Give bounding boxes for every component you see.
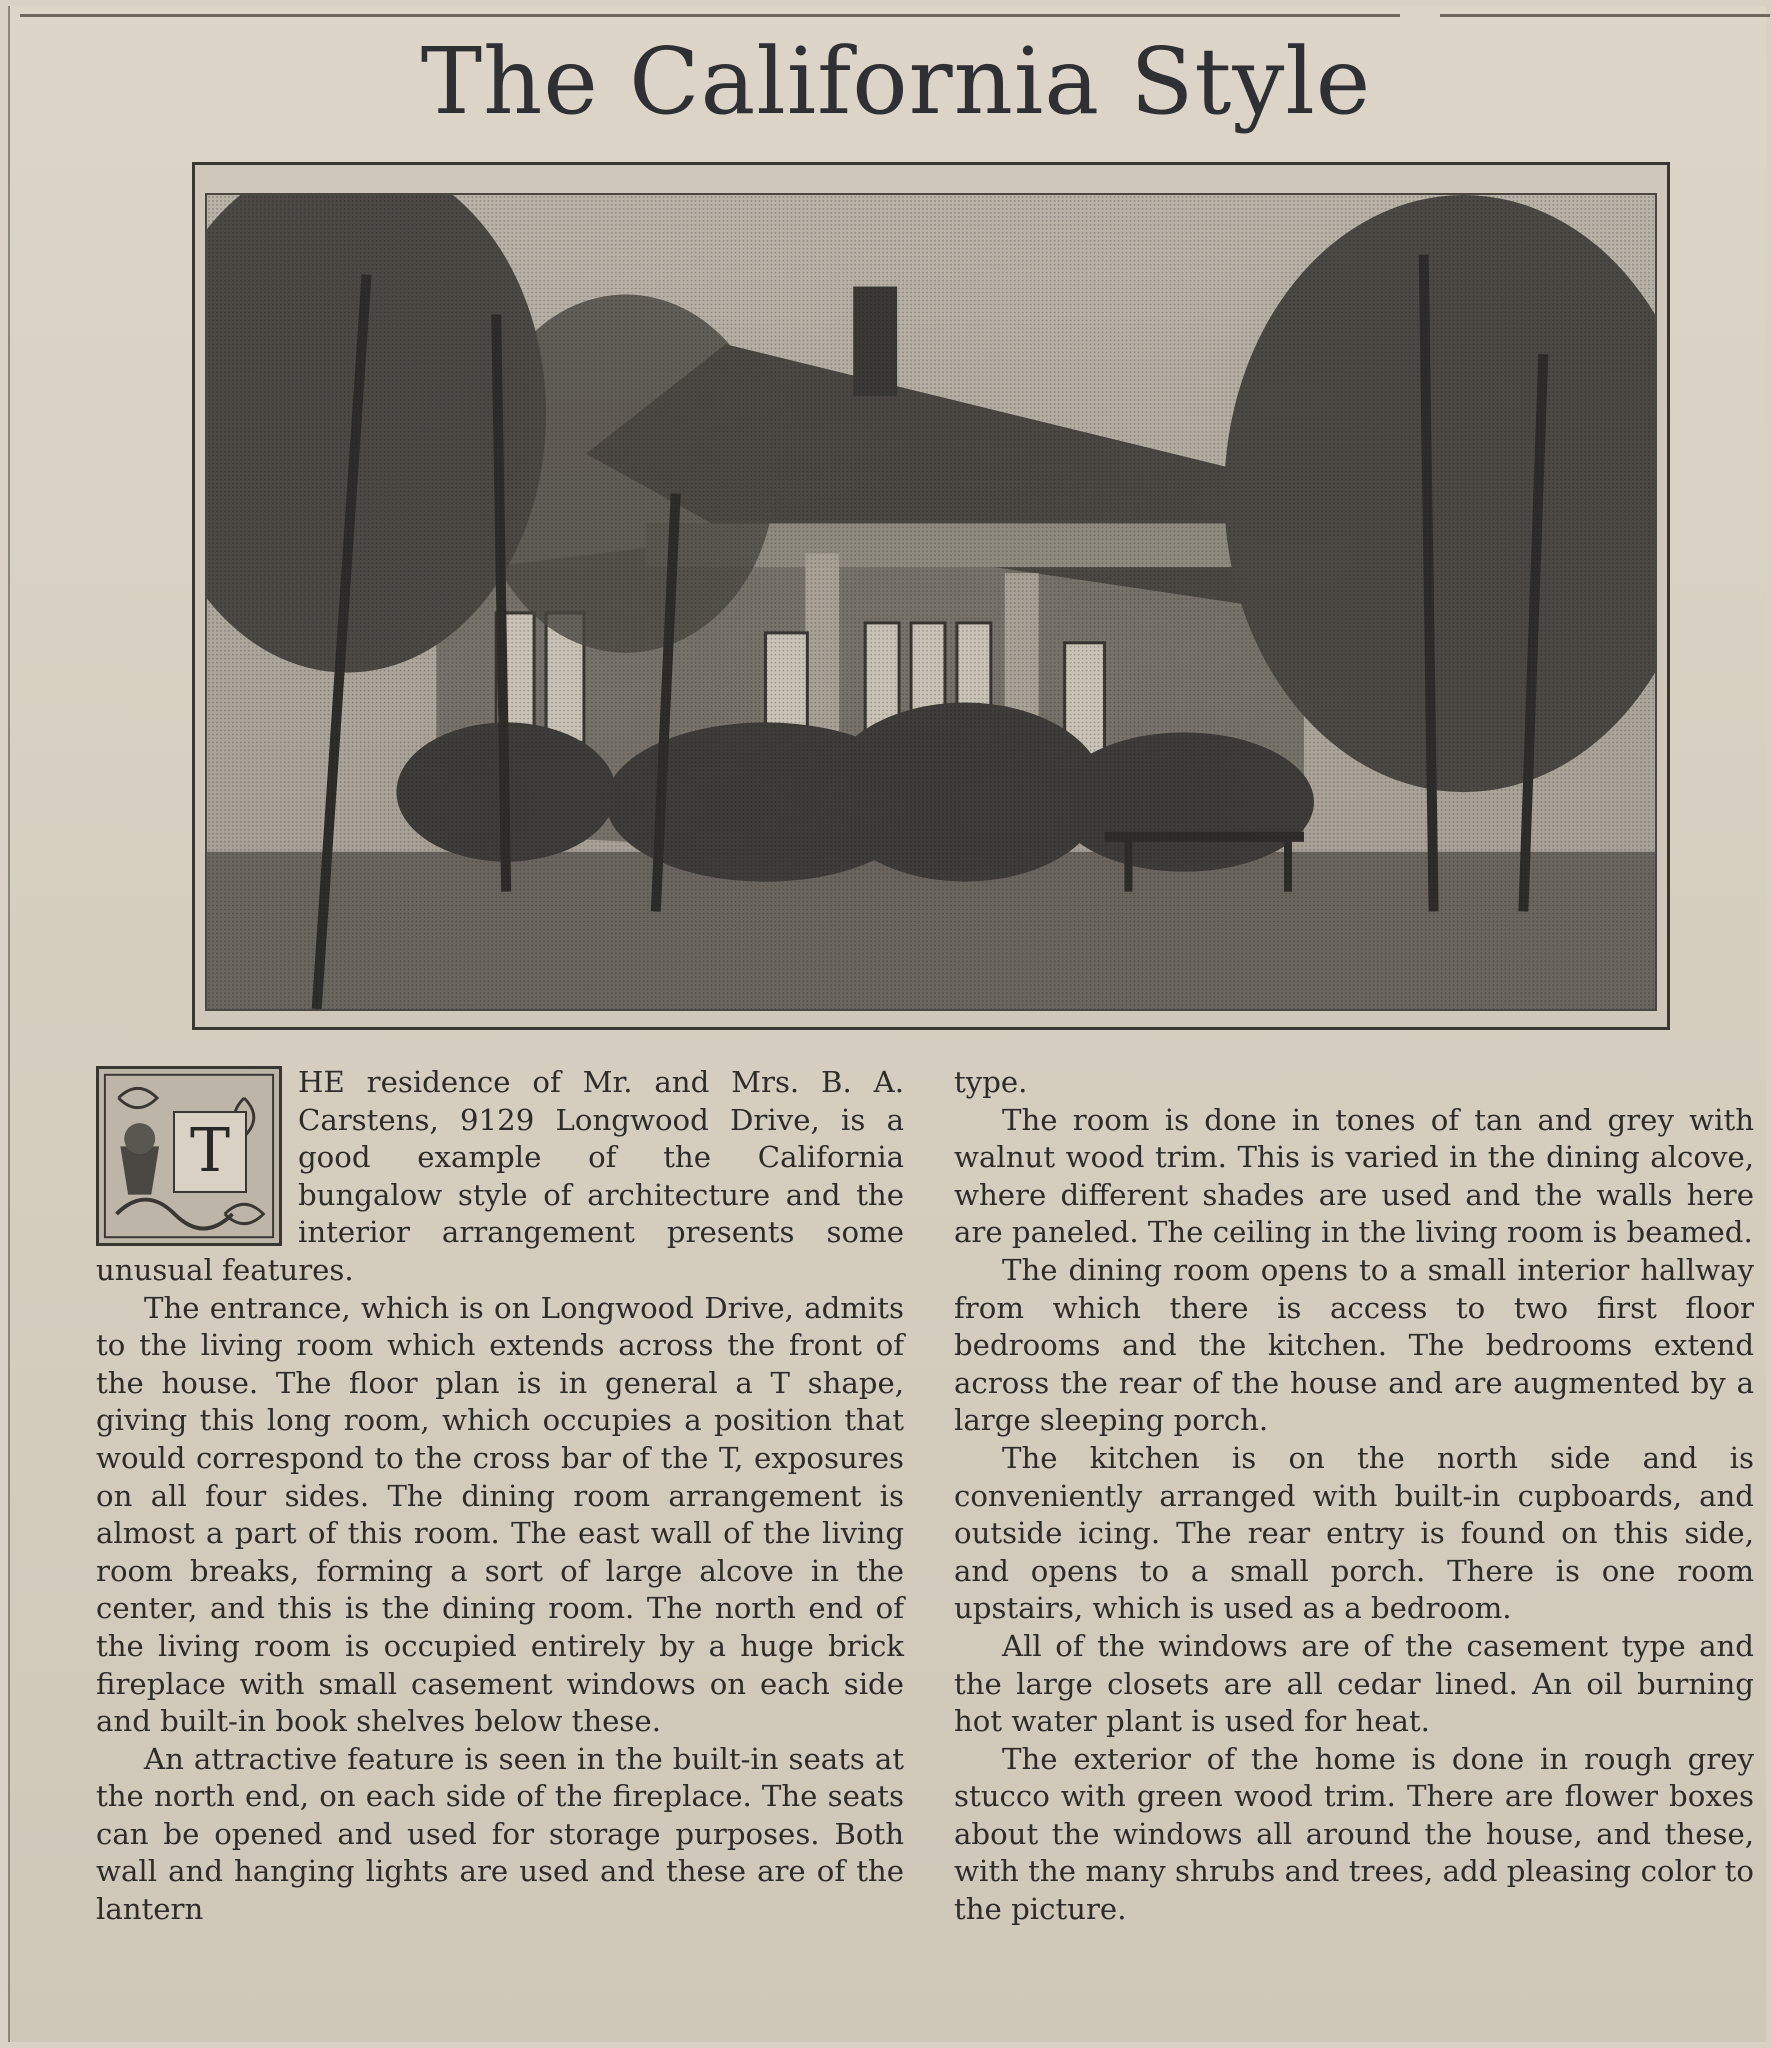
top-rule-right	[1440, 14, 1770, 17]
house-photograph	[205, 193, 1657, 1011]
house-photo-illustration	[207, 195, 1655, 1009]
paragraph: All of the windows are of the casement type and the large closets are all cedar lined. An oil burning hot water plant is used for heat.	[954, 1628, 1754, 1739]
article-column-right	[954, 1064, 1754, 1929]
paragraph: type.	[954, 1065, 1028, 1099]
paragraph: The exterior of the home is done in rough grey stucco with green wood trim. There are flower boxes about the windows all around the house, and these, with the many shrubs and trees, add pleasing color to the picture.	[954, 1741, 1754, 1927]
article-title: The California Style	[420, 28, 1372, 135]
paragraph: HE residence of Mr. and Mrs. B. A. Carstens, 9129 Longwood Drive, is a good example of the California bungalow style of architecture and the interior arrangement presents some unusual features.	[96, 1065, 904, 1287]
paragraph: An attractive feature is seen in the built-in seats at the north end, on each side of the fireplace. The seats can be opened and used for storage purposes. Both wall and hanging lights are used and these are of the lantern	[96, 1741, 904, 1927]
drop-cap-letter: T	[173, 1111, 247, 1193]
paragraph: The room is done in tones of tan and grey with walnut wood trim. This is varied in the dining alcove, where different shades are used and the walls here are paneled. The ceiling in the living room is beamed.	[954, 1102, 1754, 1250]
paragraph: The kitchen is on the north side and is conveniently arranged with built-in cupboards, and outside icing. The rear entry is found on this side, and opens to a small porch. There is one room upstairs, which is used as a bedroom.	[954, 1440, 1754, 1626]
ornamental-drop-cap	[96, 1066, 282, 1246]
article-column-left	[96, 1064, 904, 1929]
paragraph: The entrance, which is on Longwood Drive, admits to the living room which extends across the front of the house. The floor plan is in general a T shape, giving this long room, which occupies a position that would correspond to the cross bar of the T, exposures on all four sides. The dining room arrangement is almost a part of this room. The east wall of the living room breaks, forming a sort of large alcove in the center, and this is the dining room. The north end of the living room is occupied entirely by a huge brick fireplace with small casement windows on each side and built-in book shelves below these.	[96, 1290, 904, 1739]
paragraph: The dining room opens to a small interior hallway from which there is access to two first floor bedrooms and the kitchen. The bedrooms extend across the rear of the house and are augmented by a large sleeping porch.	[954, 1252, 1754, 1438]
newspaper-page	[8, 6, 1766, 2042]
top-rule	[20, 14, 1400, 17]
photo-frame	[192, 162, 1670, 1030]
